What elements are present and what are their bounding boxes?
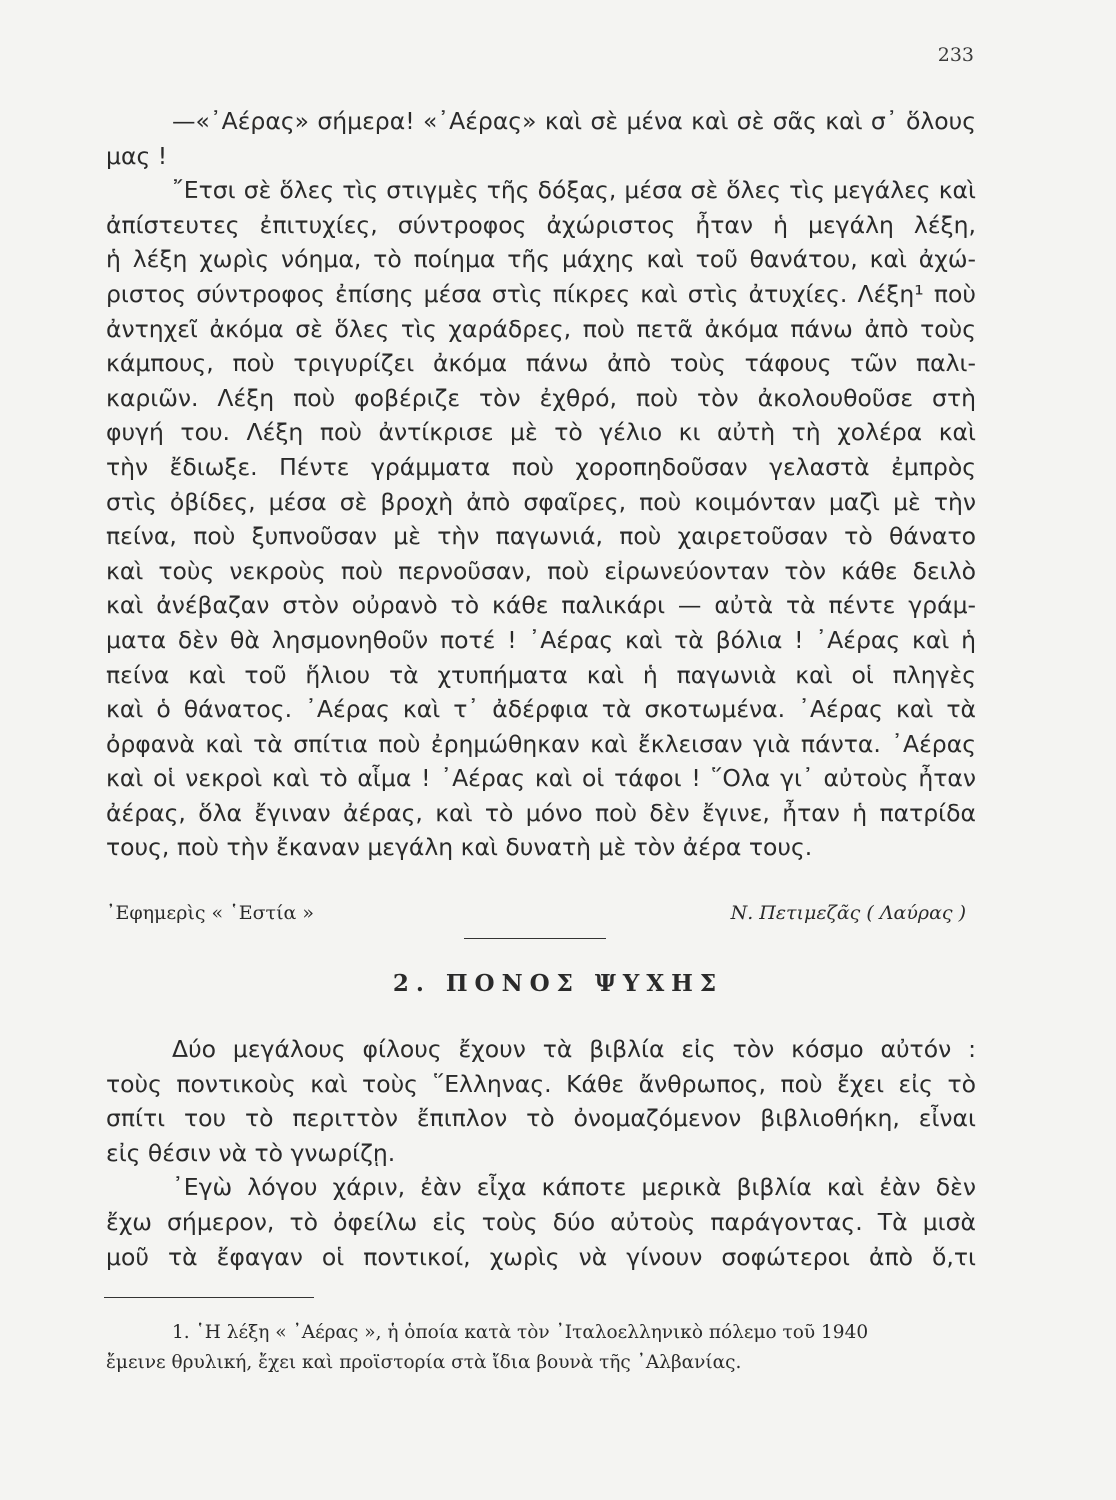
text-line: ἡ λέξη χωρὶς νόημα, τὸ ποίημα τῆς μάχης καὶ τοῦ θανάτου, καὶ ἀχώ- <box>106 245 976 274</box>
text-line: τους, ποὺ τὴν ἔκαναν μεγάλη καὶ δυνατὴ μὲ τὸν ἀέρα τους. <box>106 833 813 862</box>
text-line: φυγή του. Λέξη ποὺ ἀντίκρισε μὲ τὸ γέλιο κι αὐτὴ τὴ χολέρα καὶ <box>106 418 976 447</box>
text-line: καὶ τοὺς νεκροὺς ποὺ περνοῦσαν, ποὺ εἰρωνεύονταν τὸν κάθε δειλὸ <box>106 556 976 585</box>
text-line: τὴν ἔδιωξε. Πέντε γράμματα ποὺ χοροπηδοῦσαν γελαστὰ ἐμπρὸς <box>106 452 976 481</box>
author-name: Ν. Πετιμεζᾶς ( Λαύρας ) <box>730 902 966 924</box>
text-line: ἀπίστευτες ἐπιτυχίες, σύντροφος ἀχώριστος ἦταν ἡ μεγάλη λέξη, <box>106 210 976 239</box>
text-line: καὶ ἀνέβαζαν στὸν οὐρανὸ τὸ κάθε παλικάρι — αὐτὰ τὰ πέντε γράμ- <box>106 591 976 620</box>
text-line: κάμπους, ποὺ τριγυρίζει ἀκόμα πάνω ἀπὸ τοὺς τάφους τῶν παλι- <box>106 349 976 378</box>
footnote <box>106 1318 966 1378</box>
text-line: καὶ ὁ θάνατος. ᾿Αέρας καὶ τ᾿ ἀδέρφια τὰ σκοτωμένα. ᾿Αέρας καὶ τὰ <box>106 695 976 724</box>
text-line: μας ! <box>106 141 168 170</box>
text-line: ὀρφανὰ καὶ τὰ σπίτια ποὺ ἐρημώθηκαν καὶ ἔκλεισαν γιὰ πάντα. ᾿Αέρας <box>106 729 976 758</box>
section-body <box>106 1032 976 1274</box>
text-line: εἰς θέσιν νὰ τὸ γνωρίζῃ. <box>106 1138 396 1167</box>
source-newspaper: ᾿Εφημερὶς « ῾Εστία » <box>106 902 315 924</box>
text-line: τοὺς ποντικοὺς καὶ τοὺς ῞Ελληνας. Κάθε ἄνθρωπος, ποὺ ἔχει εἰς τὸ <box>106 1069 976 1098</box>
text-line: ἀέρας, ὅλα ἔγιναν ἀέρας, καὶ τὸ μόνο ποὺ δὲν ἔγινε, ἦταν ἡ πατρίδα <box>106 798 976 827</box>
text-line: Δύο μεγάλους φίλους ἔχουν τὰ βιβλία εἰς τὸν κόσμο αὐτόν : <box>172 1035 976 1063</box>
text-line: καὶ οἱ νεκροὶ καὶ τὸ αἷμα ! ᾿Αέρας καὶ οἱ τάφοι ! ῞Ολα γι᾿ αὐτοὺς ἦταν <box>106 764 976 793</box>
footnote-divider <box>104 1297 314 1298</box>
article-body <box>106 104 976 865</box>
text-line: ριστος σύντροφος ἐπίσης μέσα στὶς πίκρες καὶ στὶς ἀτυχίες. Λέξη¹ ποὺ <box>106 279 976 308</box>
text-line: μοῦ τὰ ἔφαγαν οἱ ποντικοί, χωρὶς νὰ γίνουν σοφώτεροι ἀπὸ ὅ,τι <box>106 1242 976 1271</box>
text-line: ᾿Εγὼ λόγου χάριν, ἐὰν εἶχα κάποτε μερικὰ βιβλία καὶ ἐὰν δὲν <box>172 1173 976 1202</box>
text-line: σπίτι του τὸ περιττὸν ἔπιπλον τὸ ὀνομαζόμενον βιβλιοθήκη, εἶναι <box>106 1104 976 1133</box>
page-number: 233 <box>937 44 974 66</box>
text-line: καριῶν. Λέξη ποὺ φοβέριζε τὸν ἐχθρό, ποὺ τὸν ἀκολουθοῦσε στὴ <box>106 383 976 412</box>
text-line: πείνα καὶ τοῦ ἥλιου τὰ χτυπήματα καὶ ἡ παγωνιὰ καὶ οἱ πληγὲς <box>106 660 976 689</box>
text-line: ῎Ετσι σὲ ὅλες τὶς στιγμὲς τῆς δόξας, μέσα σὲ ὅλες τὶς μεγάλες καὶ <box>172 176 976 205</box>
attribution <box>106 902 966 932</box>
text-line: πείνα, ποὺ ξυπνοῦσαν μὲ τὴν παγωνιά, ποὺ χαιρετοῦσαν τὸ θάνατο <box>106 522 976 551</box>
section-title: 2. ΠΟΝΟΣ ΨΥΧΗΣ <box>392 970 724 997</box>
text-line: —«᾿Αέρας» σήμερα! «᾿Αέρας» καὶ σὲ μένα καὶ σὲ σᾶς καὶ σ᾿ ὅλους <box>172 107 976 135</box>
text-line: ἀντηχεῖ ἀκόμα σὲ ὅλες τὶς χαράδρες, ποὺ πετᾶ ἀκόμα πάνω ἀπὸ τοὺς <box>106 314 976 343</box>
footnote-line: 1. ῾Η λέξη « ᾿Αέρας », ἡ ὁποία κατὰ τὸν ᾿Ιταλοελληνικὸ πόλεμο τοῦ 1940 <box>172 1322 869 1343</box>
section-divider <box>464 938 606 939</box>
text-line: στὶς ὀβίδες, μέσα σὲ βροχὴ ἀπὸ σφαῖρες, ποὺ κοιμόνταν μαζὶ μὲ τὴν <box>106 487 976 516</box>
text-line: ματα δὲν θὰ λησμονηθοῦν ποτέ ! ᾿Αέρας καὶ τὰ βόλια ! ᾿Αέρας καὶ ἡ <box>106 625 976 654</box>
footnote-line: ἔμεινε θρυλική, ἔχει καὶ προϊστορία στὰ ἴδια βουνὰ τῆς ᾿Αλβανίας. <box>106 1352 742 1373</box>
text-line: ἔχω σήμερον, τὸ ὀφείλω εἰς τοὺς δύο αὐτοὺς παράγοντας. Τὰ μισὰ <box>106 1207 976 1236</box>
